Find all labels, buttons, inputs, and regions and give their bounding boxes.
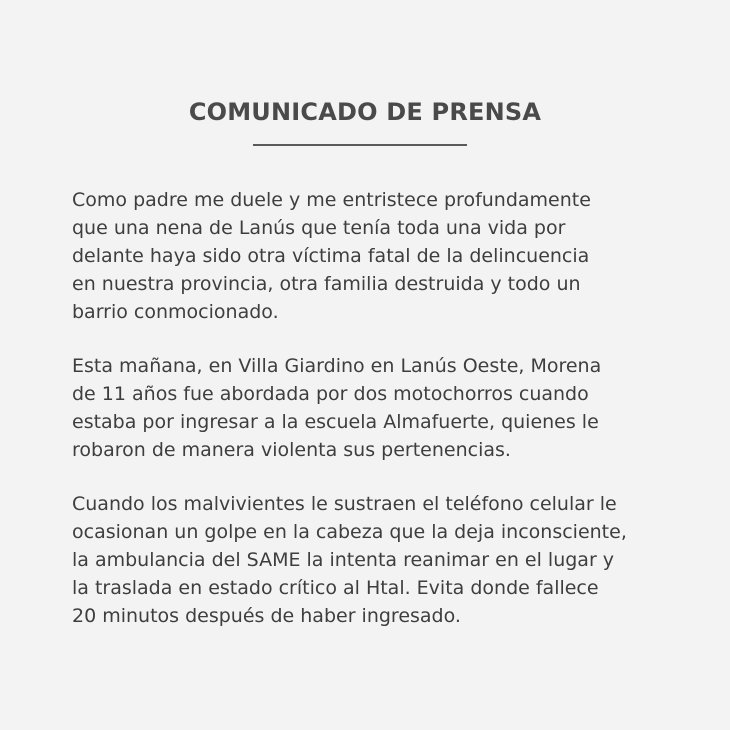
text-line: la ambulancia del SAME la intenta reanimar en el lugar y	[72, 549, 615, 571]
text-line: Esta mañana, en Villa Giardino en Lanús Oeste, Morena	[72, 355, 602, 377]
title-underline	[253, 144, 467, 146]
text-line: de 11 años fue abordada por dos motochorros cuando	[72, 383, 589, 405]
text-line: Como padre me duele y me entristece profundamente	[72, 189, 591, 211]
text-line: Cuando los malvivientes le sustraen el teléfono celular le	[72, 493, 617, 515]
paragraph-2	[72, 352, 672, 464]
text-line: 20 minutos después de haber ingresado.	[72, 605, 461, 627]
text-line: la traslada en estado crítico al Htal. Evita donde fallece	[72, 577, 599, 599]
text-line: en nuestra provincia, otra familia destruida y todo un	[72, 273, 581, 295]
text-line: ocasionan un golpe en la cabeza que la deja inconsciente,	[72, 521, 627, 543]
page-title: COMUNICADO DE PRENSA	[188, 98, 542, 126]
text-line: que una nena de Lanús que tenía toda una vida por	[72, 217, 566, 239]
text-line: delante haya sido otra víctima fatal de la delincuencia	[72, 245, 590, 267]
paragraph-1	[72, 186, 672, 326]
press-release-body	[72, 186, 672, 656]
paragraph-3	[72, 490, 672, 630]
text-line: barrio conmocionado.	[72, 301, 279, 323]
text-line: robaron de manera violenta sus pertenencias.	[72, 439, 511, 461]
text-line: estaba por ingresar a la escuela Almafuerte, quienes le	[72, 411, 599, 433]
